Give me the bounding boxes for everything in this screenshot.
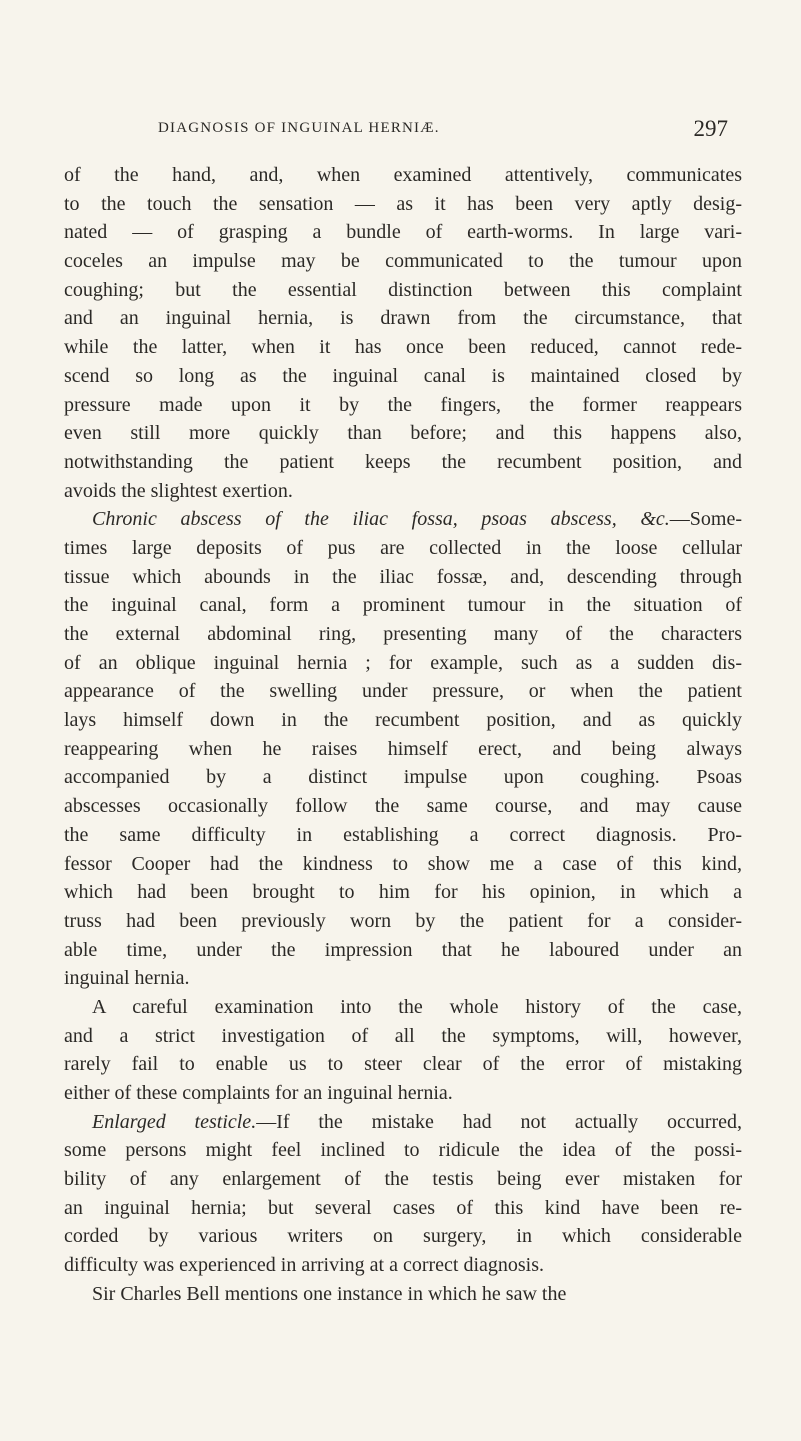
text-line xyxy=(64,333,742,362)
text-line xyxy=(64,1022,742,1051)
section-heading: Enlarged testicle. xyxy=(92,1110,257,1133)
text-line xyxy=(64,1165,742,1194)
line-text: abscesses occasionally follow the same course, and may cause xyxy=(64,795,742,818)
text-line xyxy=(64,964,742,993)
text-line xyxy=(64,763,742,792)
line-text: times large deposits of pus are collected in the loose cellular xyxy=(64,536,742,559)
line-text: fessor Cooper had the kindness to show me a case of this kind, xyxy=(64,852,742,875)
text-line xyxy=(64,706,742,735)
line-text: bility of any enlargement of the testis being ever mistaken for xyxy=(64,1168,742,1191)
line-text: difficulty was experienced in arriving at a correct diagnosis. xyxy=(64,1254,545,1277)
paragraph xyxy=(64,161,742,505)
body-text xyxy=(64,161,742,1309)
text-line xyxy=(64,850,742,879)
line-text: which had been brought to him for his opinion, in which a xyxy=(64,881,742,904)
line-text: of an oblique inguinal hernia ; for example, such as a sudden dis- xyxy=(64,651,742,674)
line-text: A careful examination into the whole history of the case, xyxy=(92,995,742,1018)
text-line xyxy=(64,563,742,592)
text-line xyxy=(64,591,742,620)
line-text: pressure made upon it by the fingers, the former reappears xyxy=(64,393,742,416)
text-line xyxy=(64,1079,742,1108)
text-line xyxy=(64,677,742,706)
text-line xyxy=(64,821,742,850)
text-line xyxy=(64,276,742,305)
text-line xyxy=(64,362,742,391)
line-text: accompanied by a distinct impulse upon coughing. Psoas xyxy=(64,766,742,789)
text-line xyxy=(64,161,742,190)
text-line xyxy=(64,1251,742,1280)
line-text: reappearing when he raises himself erect, and being always xyxy=(64,737,742,760)
line-text: of the hand, and, when examined attentively, communicates xyxy=(64,164,742,186)
line-text: while the latter, when it has once been reduced, cannot rede- xyxy=(64,336,742,359)
text-line xyxy=(64,448,742,477)
line-text: scend so long as the inguinal canal is maintained closed by xyxy=(64,364,742,387)
running-title: DIAGNOSIS OF INGUINAL HERNIÆ. xyxy=(158,120,440,136)
text-line xyxy=(64,792,742,821)
section-heading: Chronic abscess of the iliac fossa, psoas abscess, &c. xyxy=(92,508,670,531)
text-line xyxy=(64,1194,742,1223)
text-line xyxy=(64,1108,742,1137)
text-line xyxy=(64,505,742,534)
line-text: the inguinal canal, form a prominent tumour in the situation of xyxy=(64,594,742,617)
paragraph xyxy=(64,1108,742,1280)
paragraph xyxy=(64,505,742,993)
line-text: able time, under the impression that he laboured under an xyxy=(64,938,742,961)
running-head xyxy=(88,116,728,152)
line-text: some persons might feel inclined to ridicule the idea of the possi- xyxy=(64,1139,742,1162)
text-line xyxy=(64,936,742,965)
text-line xyxy=(64,878,742,907)
text-line xyxy=(64,1136,742,1165)
paragraph xyxy=(64,993,742,1108)
line-text: and an inguinal hernia, is drawn from the circumstance, that xyxy=(64,307,742,330)
text-line xyxy=(64,1050,742,1079)
text-line xyxy=(64,218,742,247)
text-line xyxy=(64,907,742,936)
text-line xyxy=(64,1280,742,1309)
text-line xyxy=(64,993,742,1022)
line-text: tissue which abounds in the iliac fossæ, and, descending through xyxy=(64,565,742,588)
line-text: lays himself down in the recumbent position, and as quickly xyxy=(64,709,742,732)
line-text: rarely fail to enable us to steer clear of the error of mistaking xyxy=(64,1053,742,1076)
text-line xyxy=(64,247,742,276)
line-text: an inguinal hernia; but several cases of this kind have been re- xyxy=(64,1196,742,1219)
text-line xyxy=(64,304,742,333)
line-text: —Some- xyxy=(669,508,742,531)
line-text: corded by various writers on surgery, in which considerable xyxy=(64,1225,742,1248)
line-text: avoids the slightest exertion. xyxy=(64,479,293,502)
text-line xyxy=(64,1222,742,1251)
line-text: the same difficulty in establishing a correct diagnosis. Pro- xyxy=(64,823,742,846)
text-line xyxy=(64,534,742,563)
line-text: to the touch the sensation — as it has been very aptly desig- xyxy=(64,192,742,215)
line-text: truss had been previously worn by the patient for a consider- xyxy=(64,909,742,932)
text-line xyxy=(64,620,742,649)
line-text: even still more quickly than before; and this happens also, xyxy=(64,422,742,445)
line-text: —If the mistake had not actually occurred, xyxy=(256,1110,742,1133)
line-text: nated — of grasping a bundle of earth-worms. In large vari- xyxy=(64,221,742,244)
text-line xyxy=(64,649,742,678)
line-text: notwithstanding the patient keeps the recumbent position, and xyxy=(64,450,742,473)
line-text: the external abdominal ring, presenting many of the characters xyxy=(64,623,742,645)
line-text: appearance of the swelling under pressure, or when the patient xyxy=(64,680,742,703)
page-number: 297 xyxy=(693,116,728,141)
text-line xyxy=(64,419,742,448)
line-text: either of these complaints for an inguinal hernia. xyxy=(64,1082,453,1104)
text-line xyxy=(64,391,742,420)
paragraph xyxy=(64,1280,742,1309)
text-line xyxy=(64,190,742,219)
text-line xyxy=(64,477,742,506)
line-text: Sir Charles Bell mentions one instance in which he saw the xyxy=(92,1282,567,1305)
line-text: coceles an impulse may be communicated to the tumour upon xyxy=(64,250,742,273)
line-text: inguinal hernia. xyxy=(64,967,190,990)
line-text: coughing; but the essential distinction between this complaint xyxy=(64,278,742,301)
text-line xyxy=(64,735,742,764)
line-text: and a strict investigation of all the symptoms, will, however, xyxy=(64,1024,742,1047)
